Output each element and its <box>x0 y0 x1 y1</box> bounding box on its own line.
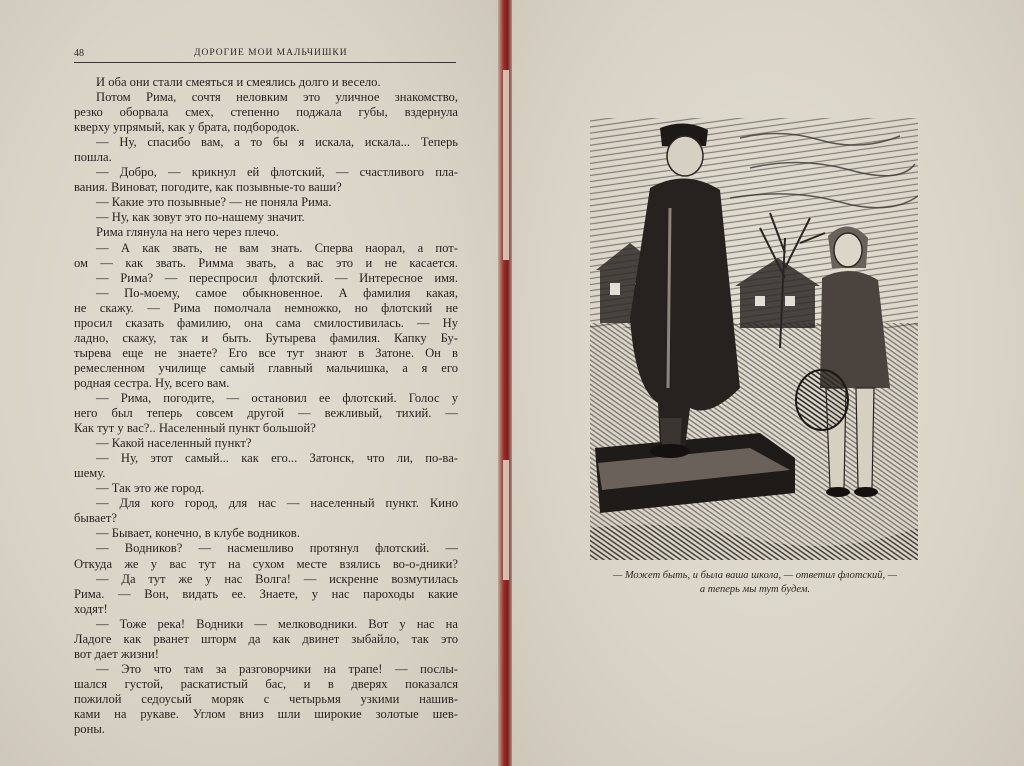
text-line: ками на рукаве. Углом вниз шли широкие золотые шев- <box>74 706 458 721</box>
text-line: — Ну, спасибо вам, а то бы я искала, искала... Теперь <box>96 135 458 150</box>
text-line: вания. Виноват, погодите, как позывные-то ваши? <box>74 180 342 195</box>
text-line: ремесленном училище самый главный мальчишка, а я его <box>74 360 458 375</box>
text-line: Как тут у вас?.. Населенный пункт большой? <box>74 421 316 436</box>
text-line: ом — как звать. Римма звать, а вас это и не касается. <box>74 255 458 270</box>
text-line: пошла. <box>74 150 112 165</box>
illustration <box>590 118 918 560</box>
text-line: шему. <box>74 466 106 481</box>
text-line: — Водников? — насмешливо протянул флотский. — <box>96 541 458 556</box>
left-page <box>0 0 500 766</box>
text-line: родная сестра. Ну, всего вам. <box>74 375 230 390</box>
text-line: И оба они стали смеяться и смеялись долго и весело. <box>96 75 381 89</box>
text-line: Рима глянула на него через плечо. <box>96 225 279 240</box>
text-line: пожилой седоусый моряк с четырьмя узкими нашив- <box>74 691 458 706</box>
text-line: ладно, скажу, так и быть. Бутырева фамилия. Капку Бу- <box>74 330 458 345</box>
text-line: Откуда же у вас тут на сухом месте взялись во-о-дники? <box>74 556 458 571</box>
text-line: — Ну, как зовут это по-нашему значит. <box>96 210 305 225</box>
text-line: резко оборвала смех, степенно поджала губы, вздернула <box>74 105 458 120</box>
text-line: — Да тут же у нас Волга! — искренне возмутилась <box>96 571 458 586</box>
illustration-caption-line-2: а теперь мы тут будем. <box>699 584 811 595</box>
body-text <box>74 75 458 737</box>
text-line: — Бывает, конечно, в клубе водников. <box>96 526 300 541</box>
text-line: вот дает жизни! <box>74 646 159 661</box>
text-line: — По-моему, самое обыкновенное. А фамилия какая, <box>96 285 458 300</box>
text-line: ходят! <box>74 601 108 616</box>
binding-thread <box>503 460 509 580</box>
text-line: роны. <box>74 722 105 737</box>
text-line: — А как звать, не вам знать. Сперва наорал, а пот- <box>96 240 458 255</box>
text-line: — Тоже река! Водники — мелководники. Вот у нас на <box>96 616 458 631</box>
text-line: Рима. — Вон, видать ее. Знаете, у нас пароходы какие <box>74 586 458 601</box>
text-line: — Ну, этот самый... как его... Затонск, что ли, по-ва- <box>96 451 458 466</box>
page-header <box>74 46 456 63</box>
text-line: просил сказать фамилию, она сама смилостивилась. — Ну <box>74 315 458 330</box>
text-line: Ладоге как рванет шторм да как двинет зыбайло, так это <box>74 631 458 646</box>
running-head: ДОРОГИЕ МОИ МАЛЬЧИШКИ <box>194 48 348 58</box>
binding-thread <box>503 70 509 260</box>
text-line: — Какие это позывные? — не поняла Рима. <box>96 195 332 210</box>
text-line: — Рима? — переспросил флотский. — Интересное имя. <box>96 270 458 285</box>
text-line: бывает? <box>74 511 117 526</box>
text-line: него был теперь совсем другой — вежливый, тихий. — <box>74 406 458 421</box>
text-line: — Какой населенный пункт? <box>96 436 252 451</box>
text-line: шался густой, раскатистый бас, и в дверях показался <box>74 676 458 691</box>
text-line: — Так это же город. <box>96 481 205 496</box>
text-line: не скажу. — Рима помолчала немножко, но флотский не <box>74 300 458 315</box>
text-line: — Рима, погодите, — остановил ее флотский. Голос у <box>96 390 458 405</box>
text-line: — Добро, — крикнул ей флотский, — счастливого пла- <box>96 165 458 180</box>
text-line: Потом Рима, сочтя неловким это уличное знакомство, <box>96 90 458 105</box>
text-line: — Для кого город, для нас — населенный пункт. Кино <box>96 496 458 511</box>
text-line: — Это что там за разговорчики на трапе! — послы- <box>96 661 458 676</box>
page-number: 48 <box>74 48 84 59</box>
text-line: тырева еще не знаете? Его все тут знают в Затоне. Он в <box>74 345 458 360</box>
illustration-caption-line-1: — Может быть, и была ваша школа, — ответил флотский, — <box>612 570 898 581</box>
text-line: кверху упрямый, как у брата, подбородок. <box>74 120 300 135</box>
